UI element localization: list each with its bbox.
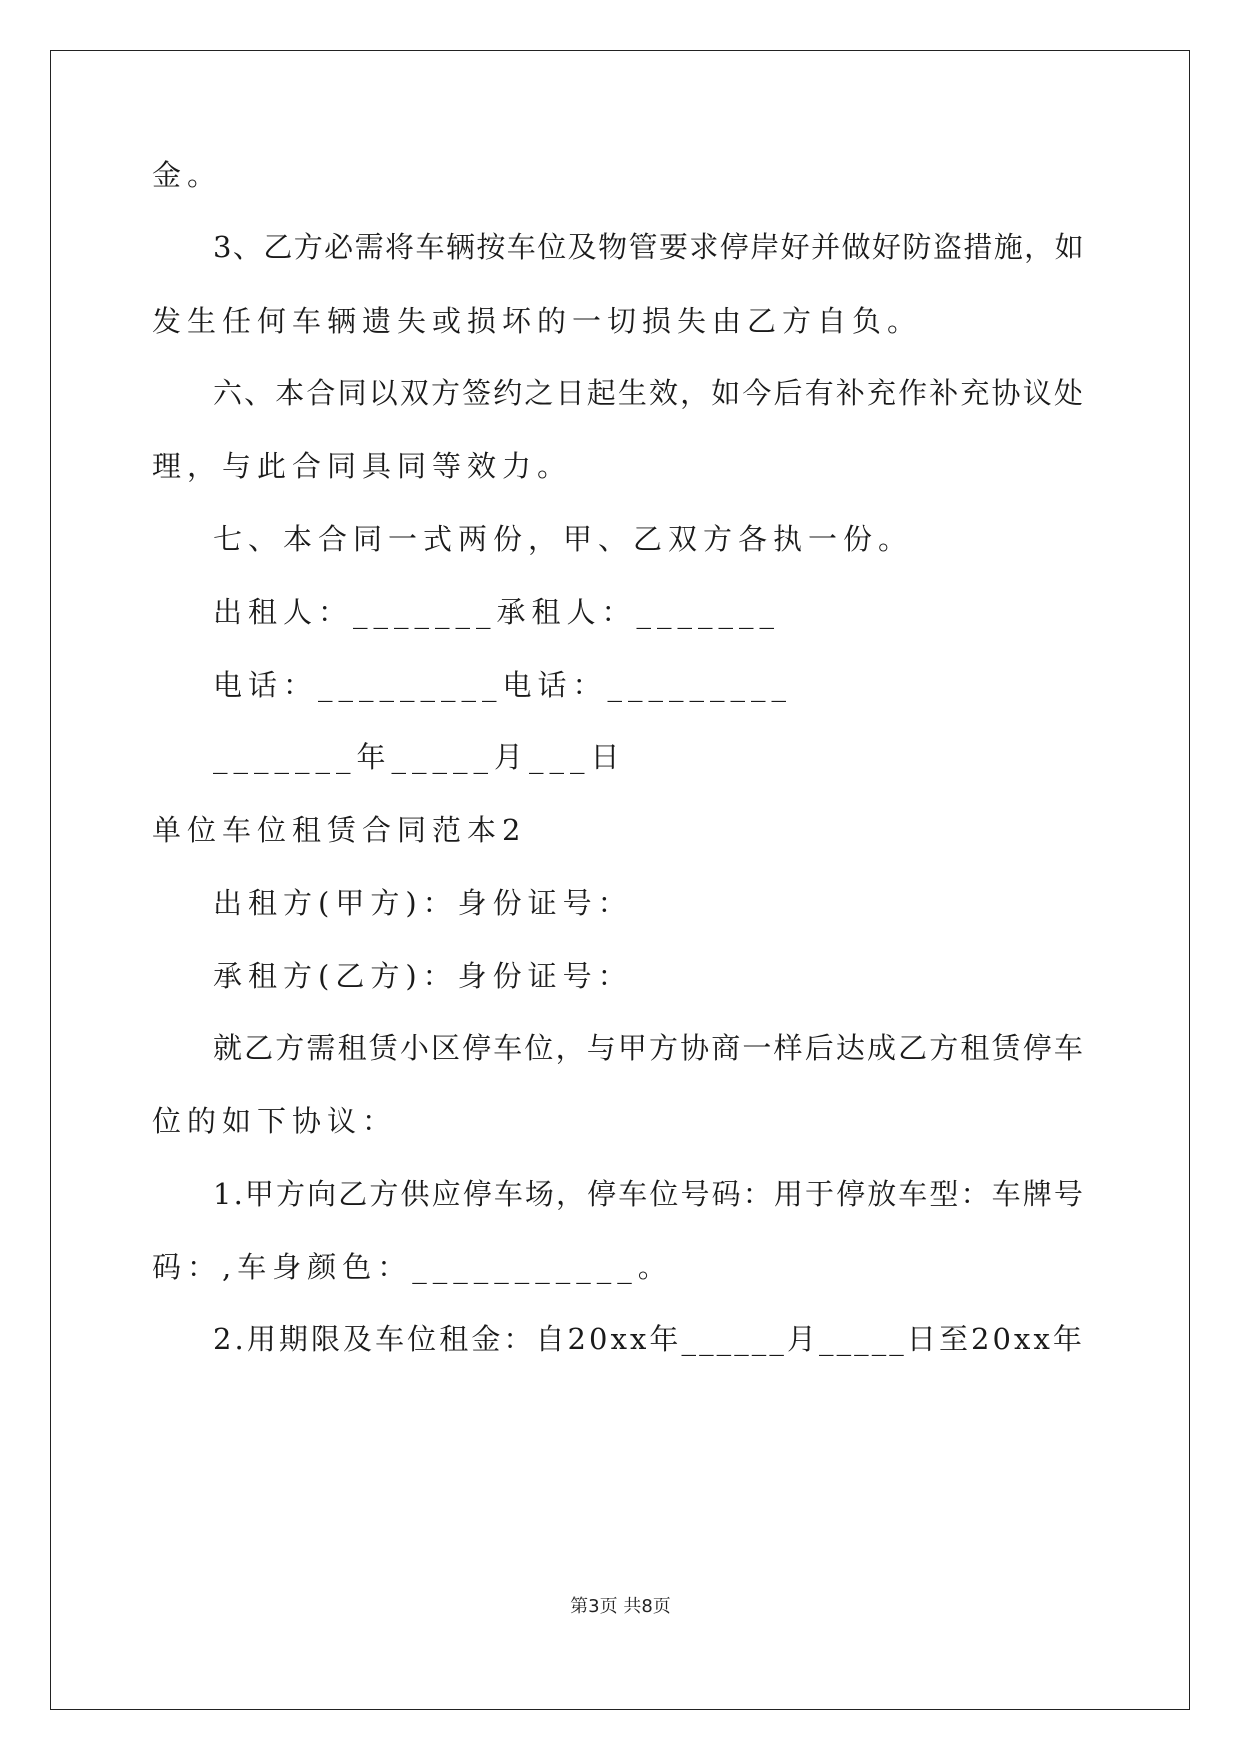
text-line-12: 承租方(乙方)：身份证号：: [213, 959, 633, 993]
text-line-2: 3、乙方必需将车辆按车位及物管要求停岸好并做好防盗措施，如: [213, 230, 1085, 264]
text-line-16: 码：,车身颜色：___________。: [152, 1250, 673, 1284]
text-line-5: 理，与此合同具同等效力。: [152, 449, 573, 483]
signature-line-date: _______年_____月___日: [213, 740, 626, 774]
page-footer: 第3页 共8页: [570, 1596, 671, 1617]
text-line-17: 2.用期限及车位租金：自20xx年______月_____日至20xx年: [213, 1322, 1085, 1356]
text-line-14: 位的如下协议：: [152, 1104, 398, 1138]
text-line-15: 1.甲方向乙方供应停车场，停车位号码：用于停放车型：车牌号: [213, 1177, 1085, 1211]
text-line-13: 就乙方需租赁小区停车位，与甲方协商一样后达成乙方租赁停车: [213, 1031, 1085, 1065]
signature-line-lessor: 出租人：_______承租人：_______: [213, 595, 781, 629]
text-line-4: 六、本合同以双方签约之日起生效，如今后有补充作补充协议处: [213, 376, 1085, 410]
page-border: [50, 50, 1190, 1710]
section-title: 单位车位租赁合同范本2: [152, 813, 527, 847]
text-line-6: 七、本合同一式两份，甲、乙双方各执一份。: [213, 522, 914, 556]
signature-line-phone: 电话：_________电话：_________: [213, 668, 793, 702]
text-line-11: 出租方(甲方)：身份证号：: [213, 886, 633, 920]
text-line-3: 发生任何车辆遗失或损坏的一切损失由乙方自负。: [152, 304, 923, 338]
text-line-1: 金。: [152, 158, 223, 192]
